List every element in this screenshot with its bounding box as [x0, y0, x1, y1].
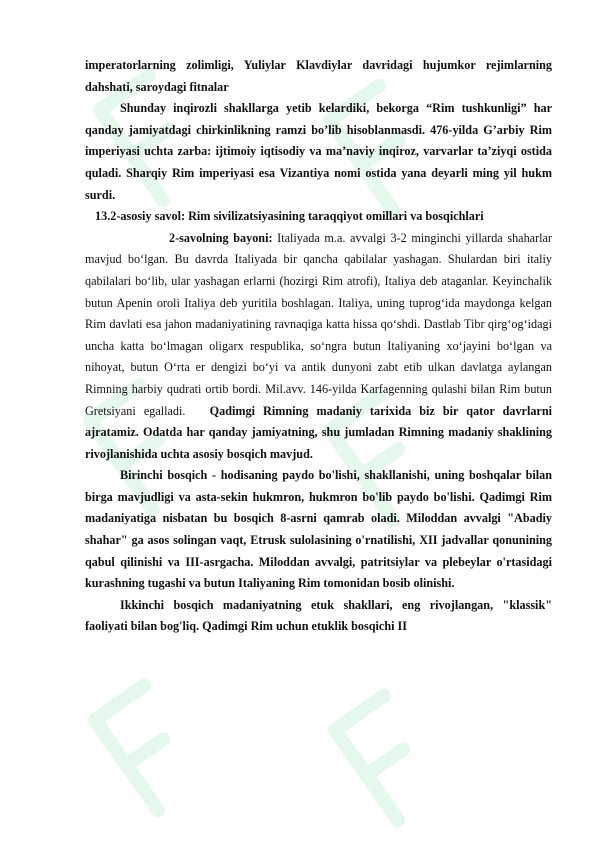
paragraph-3-bold: Qadimgi Rimning madaniy tarixida biz bir qator davrlarni ajratamiz. Odatda har qanday jamiyatning, shu jumladan Rimning madaniy shaklining rivojlanishida uchta asosiy bosqich mavjud. — [85, 403, 553, 461]
paragraph-5: Ikkinchi bosqich madaniyatning etuk shakllari, eng rivojlangan, "klassik" faoliyati bilan bog'liq. Qadimgi Rim uchun etuklik bosqichi II — [85, 597, 552, 634]
paragraph-4: Birinchi bosqich - hodisaning paydo bo'lishi, shakllanishi, uning boshqalar bilan birga mavjudligi va asta-sekin hukmron, hukmron bo'lib paydo bo'lishi. Qadimgi Rim madaniyatiga nisbatan bu bosqich 8-asrni qamrab oladi. Miloddan avvalgi "Abadiy shahar" ga asos solingan vaqt, Etrusk sulolasining o'rnatilishi, XII jadvallar qonunining qabul qilinishi va III-asrgacha. Miloddan avvalgi, patritsiylar va plebeylar o'rtasidagi kurashning tugashi va butun Italiyaning Rim tomonidan bosib olinishi. — [85, 468, 552, 591]
section-heading: 13.2-asosiy savol: Rim sivilizatsiyasining taraqqiyot omillari va bosqichlari — [95, 209, 484, 224]
paragraph-1: imperatorlarning zolimligi, Yuliylar Klavdiylar davridagi hujumkor rejimlarning dahshati, saroydagi fitnalar — [85, 58, 552, 94]
document-body — [85, 55, 552, 638]
paragraph-2: Shunday inqirozli shakllarga yetib kelardiki, bekorga “Rim tushkunligi” har qanday jamiyatdagi chirkinlikning ramzi bo’lib hisoblanmasdi. 476-yilda G’arbiy Rim imperiyasi uchta zarba: ijtimoiy iqtisodiy va ma’naviy inqiroz, varvarlar ta’ziyqi ostida quladi. Sharqiy Rim imperiyasi esa Vizantiya nomi ostida yana deyarli ming yil hukm surdi. — [85, 101, 552, 202]
paragraph-3 — [85, 228, 552, 466]
paragraph-3-text: Italiyada m.a. avvalgi 3-2 minginchi yillarda shaharlar mavjud bo‘lgan. Bu davrda Italiyada bir qancha qabilalar yashagan. Shulardan biri italiy qabilalari bo‘lib, ular yashagan erlarni (hozirgi Rim atrofi), Italiya deb ataganlar. Keyinchalik butun Apenin oroli Italiya deb yuritila boshlagan. Italiya, uning tuprog‘ida maydonga kelgan Rim davlati esa jahon madaniyatining ravnaqiga katta hissa qo‘shdi. Dastlab Tibr qirg‘og‘idagi uncha katta bo‘lmagan oligarx respublika, so‘ngra butun Italiyaning xo‘jayini bo‘lgan va nihoyat, butun O‘rta er dengizi bo‘yi va antik dunyoni zabt etib ulkan davlatga aylangan Rimning harbiy qudrati ortib bordi. Mil.avv. 146-yilda Karfagenning qulashi bilan Rim butun Gretsiyani egalladi. — [85, 230, 552, 418]
paragraph-3-label: 2-savolning bayoni: — [169, 230, 273, 245]
